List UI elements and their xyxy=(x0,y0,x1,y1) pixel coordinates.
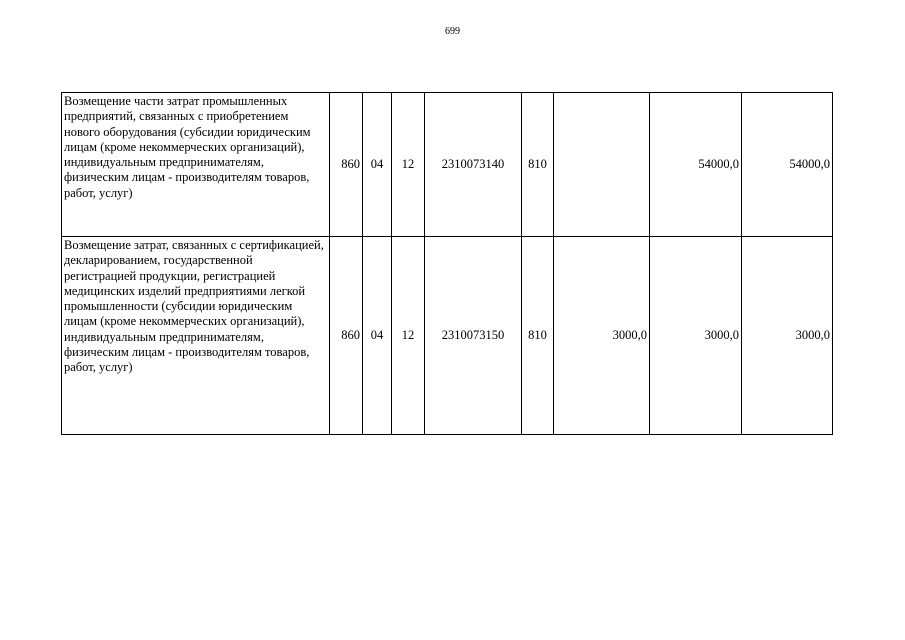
amount-year-3: 54000,0 xyxy=(742,93,833,237)
amount-year-1 xyxy=(554,93,650,237)
amount-year-1: 3000,0 xyxy=(554,237,650,435)
table-row xyxy=(62,93,833,237)
table-row xyxy=(62,237,833,435)
target-article-code: 2310073150 xyxy=(425,237,522,435)
expense-type-code: 810 xyxy=(522,93,554,237)
row-description: Возмещение затрат, связанных с сертификацией, декларированием, государственной регистрацией продукции, регистрацией медицинских изделий предприятиями легкой промышленности (субсидии юридическим лицам (кроме некоммерческих организаций), индивидуальным предпринимателям, физическим лицам - производителям товаров, работ, услуг) xyxy=(62,237,330,435)
ministry-code: 860 xyxy=(330,93,363,237)
section-code: 04 xyxy=(363,237,392,435)
amount-year-2: 3000,0 xyxy=(650,237,742,435)
expense-type-code: 810 xyxy=(522,237,554,435)
subsection-code: 12 xyxy=(392,237,425,435)
row-description: Возмещение части затрат промышленных предприятий, связанных с приобретением нового оборудования (субсидии юридическим лицам (кроме некоммерческих организаций), индивидуальным предпринимателям, физическим лицам - производителям товаров, работ, услуг) xyxy=(62,93,330,237)
amount-year-3: 3000,0 xyxy=(742,237,833,435)
budget-table xyxy=(61,92,833,435)
section-code: 04 xyxy=(363,93,392,237)
ministry-code: 860 xyxy=(330,237,363,435)
amount-year-2: 54000,0 xyxy=(650,93,742,237)
page-number: 699 xyxy=(445,26,460,37)
target-article-code: 2310073140 xyxy=(425,93,522,237)
subsection-code: 12 xyxy=(392,93,425,237)
